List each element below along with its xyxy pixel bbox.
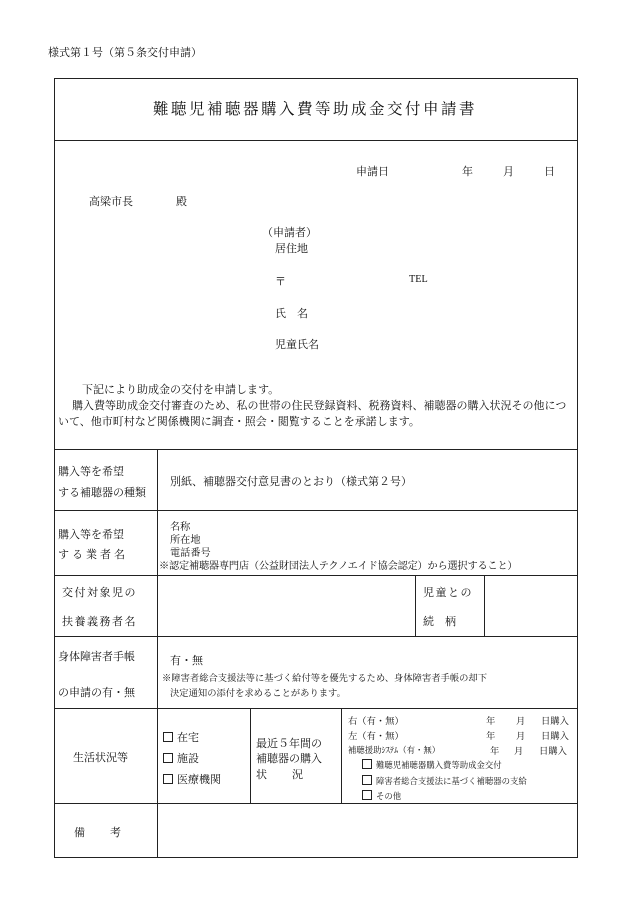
vendor-label-1: 購入等を希望 xyxy=(58,528,124,541)
left-ear-year: 年 xyxy=(486,731,496,742)
history-check-label: 障害者総合支援法に基づく補聴器の支給 xyxy=(376,776,527,786)
postal-mark: 〒 xyxy=(275,275,286,288)
history-check-other[interactable] xyxy=(362,790,401,802)
label-column-divider xyxy=(157,449,158,858)
living-option-label: 施設 xyxy=(177,752,199,765)
checkbox-icon xyxy=(362,759,372,769)
left-ear-month: 月 xyxy=(516,731,526,742)
checkbox-icon xyxy=(163,774,173,784)
consent-statement: 購入費等助成金交付審査のため、私の世帯の住民登録資料、税務資料、補聴器の購入状況その他について、他市町村など関係機関に調査・照会・閲覧することを承諾します。 xyxy=(58,399,567,428)
right-ear-year: 年 xyxy=(486,716,496,727)
relation-divider-left xyxy=(415,575,416,636)
living-option-label: 医療機関 xyxy=(177,773,221,786)
living-option-home[interactable] xyxy=(163,729,199,745)
vendor-phone-label: 電話番号 xyxy=(170,548,211,559)
system-year: 年 xyxy=(490,746,500,757)
checkbox-icon xyxy=(362,775,372,785)
disability-label-2: の申請の有・無 xyxy=(58,686,135,699)
relation-label-2: 続 柄 xyxy=(423,615,456,628)
applicant-heading: （申請者） xyxy=(262,226,317,239)
history-label-3: 状 況 xyxy=(256,768,304,781)
right-ear-month: 月 xyxy=(516,716,526,727)
form-title: 難聴児補聴器購入費等助成金交付申請書 xyxy=(152,100,477,118)
row-divider xyxy=(54,575,578,576)
name-label: 氏 名 xyxy=(275,307,308,320)
row-divider xyxy=(54,803,578,804)
vendor-label-2: する業者名 xyxy=(58,548,128,561)
statement-line: 下記により助成金の交付を申請します。 xyxy=(82,383,280,396)
history-check-grant[interactable] xyxy=(362,759,502,771)
date-month: 月 xyxy=(503,165,514,178)
guardian-label-2: 扶養義務者名 xyxy=(62,615,137,628)
date-day: 日 xyxy=(544,165,555,178)
address-label: 居住地 xyxy=(275,242,308,255)
living-option-hospital[interactable] xyxy=(163,771,221,787)
row-divider xyxy=(54,510,578,511)
disability-note-1: ※障害者総合支援法等に基づく給付等を優先するため、身体障害者手帳の却下 xyxy=(162,673,488,684)
device-value: 別紙、補聴器交付意見書のとおり（様式第２号） xyxy=(170,475,412,488)
row-divider xyxy=(54,449,578,450)
disability-note-2: 決定通知の添付を求めることがあります。 xyxy=(170,688,346,699)
tel-label: TEL xyxy=(409,274,428,285)
system-month: 月 xyxy=(514,746,524,757)
vendor-location-label: 所在地 xyxy=(170,535,201,546)
device-label-1: 購入等を希望 xyxy=(58,465,124,478)
application-date-label: 申請日 xyxy=(356,165,389,178)
relation-label-1: 児童との xyxy=(423,586,473,599)
history-check-label: その他 xyxy=(376,791,402,801)
device-label-2: する補聴器の種類 xyxy=(58,486,146,499)
history-check-support-act[interactable] xyxy=(362,775,527,787)
remarks-label: 備 考 xyxy=(74,826,122,839)
child-name-label: 児童氏名 xyxy=(275,338,319,351)
checkbox-icon xyxy=(362,790,372,800)
date-year: 年 xyxy=(462,165,473,178)
guardian-label-1: 交付対象児の xyxy=(62,586,137,599)
living-option-label: 在宅 xyxy=(177,731,199,744)
vendor-name-label: 名称 xyxy=(170,522,191,533)
history-check-label: 難聴児補聴器購入費等助成金交付 xyxy=(376,760,502,770)
disability-label-1: 身体障害者手帳 xyxy=(58,650,135,663)
row-divider xyxy=(54,636,578,637)
form-number: 様式第１号（第５条交付申請） xyxy=(48,46,202,59)
right-ear-day: 日購入 xyxy=(541,716,569,727)
addressee: 高梁市長 xyxy=(89,195,133,208)
checkbox-icon xyxy=(163,732,173,742)
system-label: 補聴援助ｼｽﾃﾑ（有・無） xyxy=(348,745,441,755)
disability-value: 有・無 xyxy=(170,654,203,667)
left-ear-label: 左（有・無） xyxy=(348,731,404,742)
history-label-1: 最近５年間の xyxy=(256,737,322,750)
left-ear-day: 日購入 xyxy=(541,731,569,742)
relation-divider-right xyxy=(484,575,485,636)
living-label: 生活状況等 xyxy=(73,751,128,764)
title-divider xyxy=(54,140,578,141)
right-ear-label: 右（有・無） xyxy=(348,716,404,727)
row-divider xyxy=(54,708,578,709)
honorific: 殿 xyxy=(176,195,187,208)
living-option-facility[interactable] xyxy=(163,750,199,766)
checkbox-icon xyxy=(163,753,173,763)
history-label-2: 補聴器の購入 xyxy=(256,752,322,765)
living-options-divider xyxy=(250,708,251,803)
history-divider xyxy=(341,708,342,803)
vendor-note: ※認定補聴器専門店（公益財団法人テクノエイド協会認定）から選択すること） xyxy=(159,561,518,572)
system-day: 日購入 xyxy=(539,746,567,757)
